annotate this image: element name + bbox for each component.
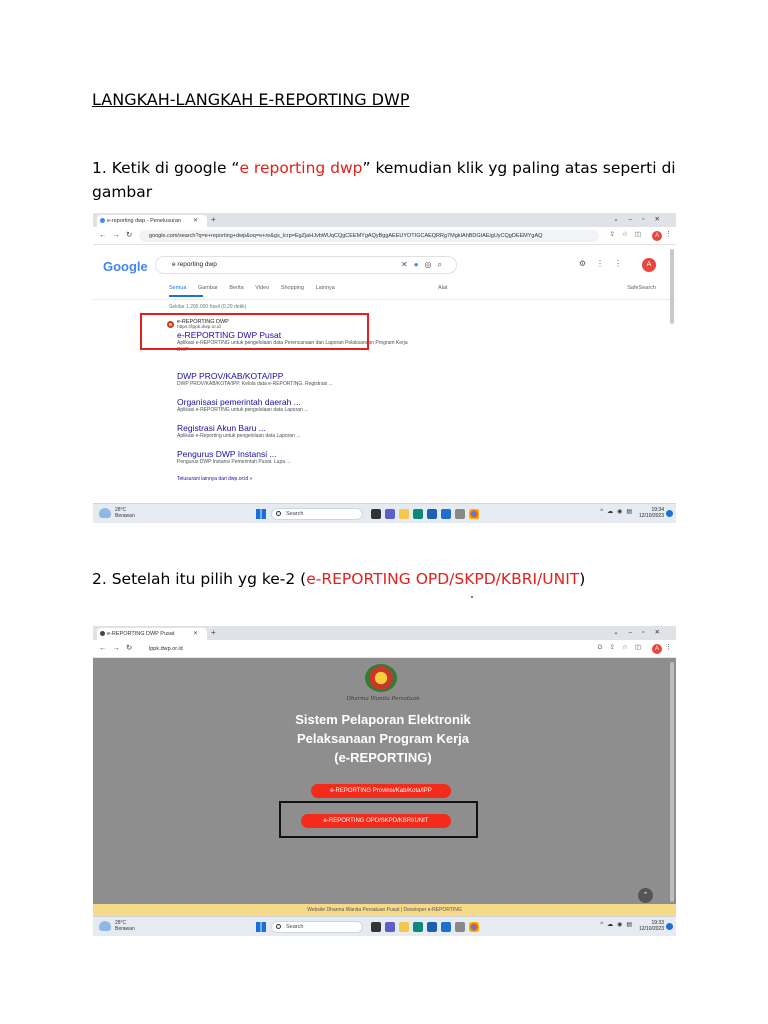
scroll-up-icon[interactable]: ⌃ [638,888,653,903]
google-result-tabs [169,285,345,291]
browser-tab[interactable]: e-REPORTING DWP Pusat ✕ [97,628,207,640]
taskbar-search[interactable]: Search [271,921,363,933]
search-icon [276,924,281,929]
cloud-icon [99,508,111,518]
search-result[interactable]: e-REPORTING DWP https://lppk.dwp.or.id e-REPORTING DWP Pusat Aplikasi e-REPORTING untuk pengelolaan data Perencanaan dan Laporan Pelaksanaan Program Kerja DWP [177,319,417,353]
dropbox-icon[interactable] [441,922,451,932]
opd-button[interactable]: e-REPORTING OPD/SKPD/KBRI/UNIT [301,814,451,828]
chrome-icon[interactable] [469,922,479,932]
tab-shopping[interactable]: Shopping [280,285,305,291]
divider [93,299,676,300]
step-1-text: 1. Ketik di google “e reporting dwp” kemudian klik yg paling atas seperti di gambar [92,159,676,201]
windows-start-icon[interactable] [256,922,266,932]
browser-toolbar-icons[interactable]: ⇪☆◫ [609,231,648,238]
menu-icon[interactable]: ⋮ [665,644,672,651]
profile-avatar[interactable]: A [652,644,662,654]
weather-widget[interactable]: 28°C Berawan [115,507,135,519]
app-icon[interactable] [455,922,465,932]
step-2-text: 2. Setelah itu pilih yg ke-2 (e-REPORTING OPD/SKPD/KBRI/UNIT) [92,570,586,588]
url-field[interactable]: google.com/search?q=e+reporting+dwp&oq=e+re&gs_lcrp=EgZjaHJvbWUqCQgCEEMYgAQyBggAEEUYOTIGCAEQRRg7MgkIAhBDGIAEigUyCQgDEEMYgAQ [139,230,599,242]
sitelink[interactable]: Pengurus DWP Instansi ... Pengurus DWP Instansi Pemerintah Pusat. Lupa ... [177,449,291,465]
dropbox-icon[interactable] [441,509,451,519]
profile-avatar[interactable]: A [652,231,662,241]
new-tab-icon[interactable]: + [211,215,216,224]
notification-icon[interactable] [666,923,673,930]
app-icon[interactable] [385,509,395,519]
weather-widget[interactable]: 28°C Berawan [115,920,135,932]
folder-icon[interactable] [399,922,409,932]
taskbar-apps [371,509,483,519]
dwp-logo-icon [365,664,397,692]
tab-gambar[interactable]: Gambar [197,285,218,291]
app-icon[interactable] [385,922,395,932]
notification-icon[interactable] [666,510,673,517]
url-field[interactable]: lppk.dwp.or.id [139,643,599,655]
document-title: LANGKAH-LANGKAH E-REPORTING DWP [92,90,410,109]
google-search-box[interactable] [155,256,457,274]
sitelink[interactable]: DWP PROV/KAB/KOTA/IPP DWP PROV/KAB/KOTA/IPP. Kelola data e-REPORTING. Registrasi ... [177,371,333,387]
google-logo[interactable]: Google [103,259,148,274]
system-tray-icons[interactable]: ^☁◉▤ [600,922,636,928]
address-bar [93,227,676,245]
windows-start-icon[interactable] [256,509,266,519]
app-icon[interactable] [455,509,465,519]
browser-tab-bar [93,626,676,640]
search-query[interactable]: e reporting dwp [172,261,217,268]
dwp-footer: Website Dharma Wanita Persatuan Pusat | Developer e-REPORTING [93,904,676,916]
tab-lainnya[interactable]: Lainnya [315,285,335,291]
red-highlight-box [140,313,369,350]
dwp-taskbar-frame [93,916,676,936]
result-count: Sekitar 1.200.000 hasil (0,29 detik) [169,304,247,310]
black-highlight-box [279,801,478,838]
site-favicon-icon [100,631,105,636]
step-1-keyword: e reporting dwp [239,159,363,177]
dwp-page-body [93,658,676,904]
browser-tab[interactable]: e-reporting dwp - Penelusuran ✕ [97,215,207,227]
browser-toolbar-icons[interactable]: G⇪☆◫ [597,644,648,651]
mic-icon[interactable]: ● [413,260,425,269]
address-bar [93,640,676,658]
search-box-icons[interactable]: ✕●◎⌕ [400,260,448,269]
google-search-screenshot [93,213,676,523]
cloud-icon [99,921,111,931]
scrollbar[interactable] [670,662,674,902]
stray-dot [471,596,473,598]
taskbar-apps [371,922,483,932]
menu-icon[interactable]: ⋮ [665,231,672,238]
app-icon[interactable] [427,509,437,519]
logo-caption: Dharma Wanita Persatuan [346,696,420,702]
app-icon[interactable] [427,922,437,932]
tab-semua[interactable]: Semua [169,285,187,291]
tab-video[interactable]: Video [255,285,270,291]
dwp-portal-screenshot [93,626,676,936]
close-tab-icon[interactable]: ✕ [193,631,199,637]
sitelink[interactable]: Registrasi Akun Baru ... Aplikasi e-Reporting untuk pengelolaan data Laporan ... [177,423,301,439]
app-icon[interactable] [371,922,381,932]
folder-icon[interactable] [399,509,409,519]
result-title[interactable]: e-REPORTING DWP Pusat [177,330,282,340]
system-title: Sistem Pelaporan Elektronik Pelaksanaan Program Kerja (e-REPORTING) [295,712,471,765]
navigation-arrows-icon[interactable]: ←→↻ [99,643,139,652]
windows-taskbar [93,503,676,523]
system-tray-icons[interactable]: ^☁◉▤ [600,509,636,515]
app-icon[interactable] [371,509,381,519]
provinsi-button[interactable]: e-REPORTING Provinsi/Kab/Kota/IPP [311,784,451,798]
navigation-arrows-icon[interactable]: ←→↻ [99,230,139,239]
step-2-keyword: e-REPORTING OPD/SKPD/KBRI/UNIT [306,570,580,588]
new-tab-icon[interactable]: + [211,628,216,637]
sitelink[interactable]: Organisasi pemerintah daerah ... Aplikasi e-REPORTING untuk pengelolaan data Laporan ... [177,397,309,413]
google-favicon-icon [100,218,105,223]
safesearch-button[interactable]: SafeSearch [627,285,656,291]
chrome-icon[interactable] [469,509,479,519]
window-controls-icon[interactable]: ⌄–▫✕ [613,216,670,223]
taskbar-clock[interactable]: 19:33 12/10/2023 [638,920,664,932]
settings-apps-icons[interactable]: ⚙⋮⋮ [578,259,632,268]
more-results-link[interactable]: Telusurani lainnya dari dwp.or.id » [177,476,253,482]
tab-berita[interactable]: Berita [229,285,244,291]
app-icon[interactable] [413,509,423,519]
search-icon [276,511,281,516]
active-tab-indicator [169,295,203,297]
app-icon[interactable] [413,922,423,932]
taskbar-clock[interactable]: 19:34 12/10/2023 [638,507,664,519]
google-avatar[interactable]: A [642,258,656,272]
windows-taskbar [93,916,676,936]
tools-button[interactable]: Alat [438,285,448,291]
close-tab-icon[interactable]: ✕ [193,218,199,224]
browser-tab-bar [93,213,676,227]
taskbar-search[interactable]: Search [271,508,363,520]
scrollbar[interactable] [670,249,674,324]
window-controls-icon[interactable]: ⌄–▫✕ [613,629,670,636]
